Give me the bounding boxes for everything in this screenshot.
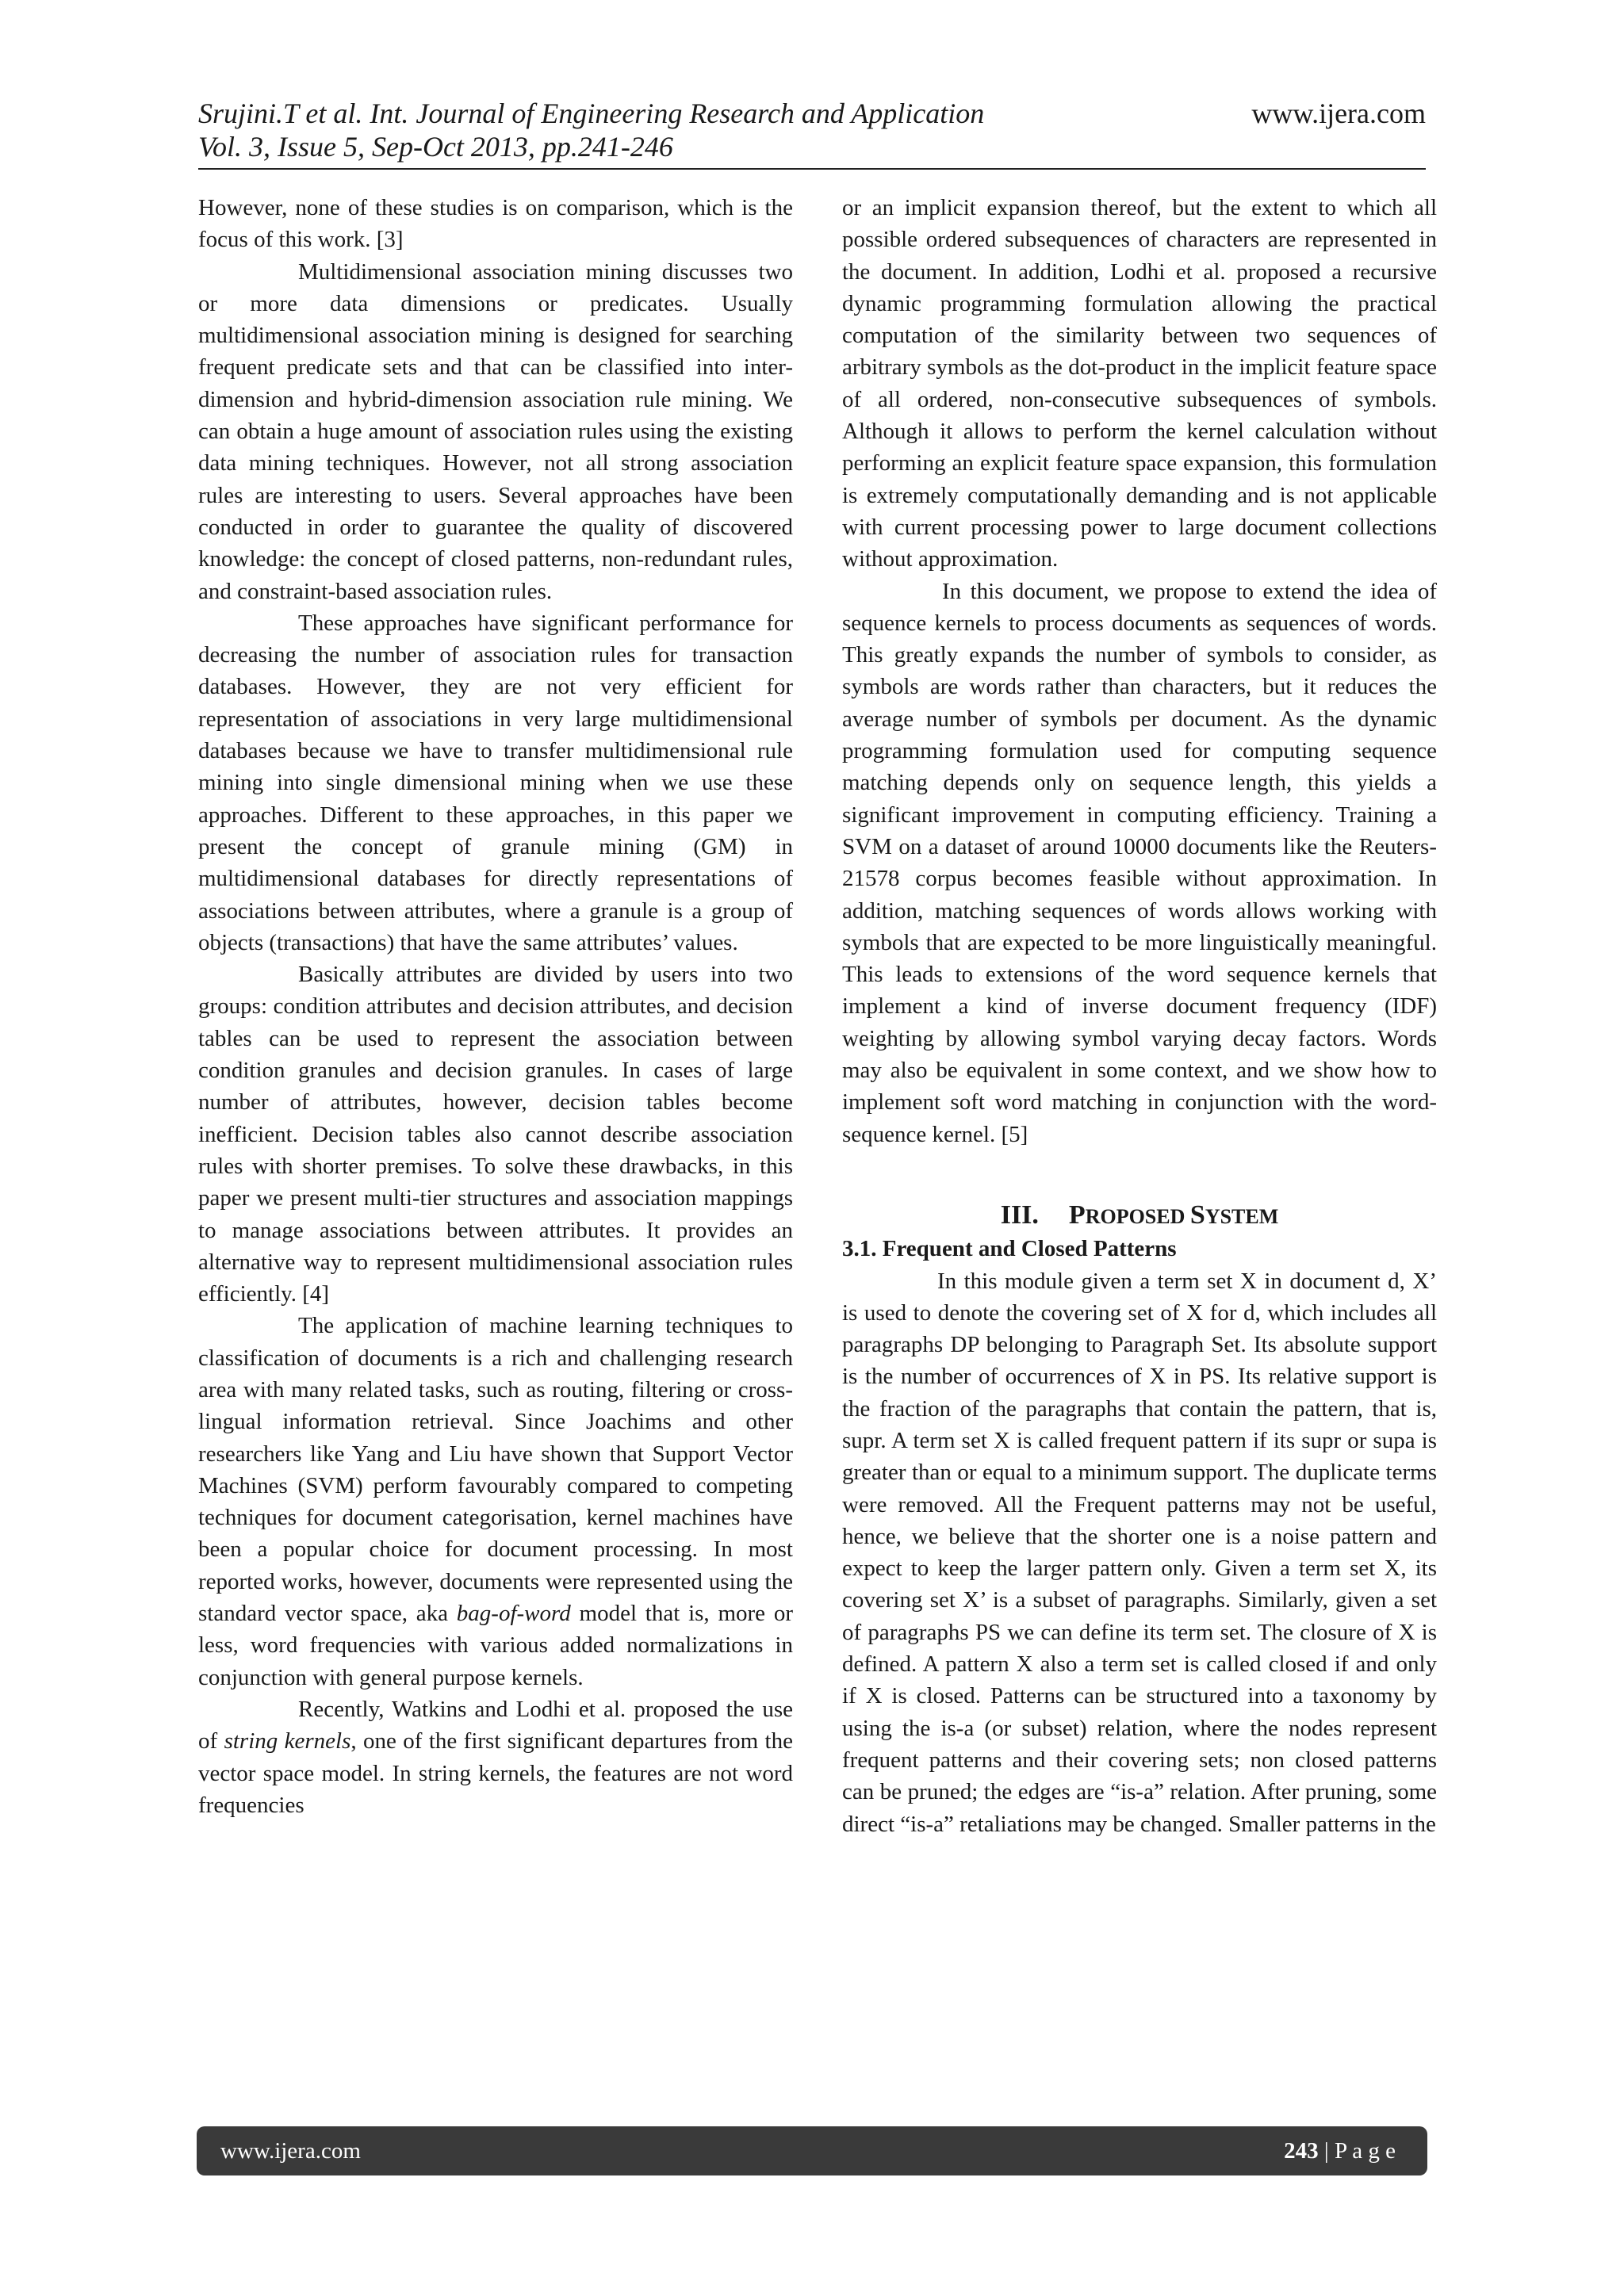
section-title-part: P <box>1068 1200 1086 1230</box>
volume-info: Vol. 3, Issue 5, Sep-Oct 2013, pp.241-246 <box>198 131 673 163</box>
text-run: , one of the first significant departures from the vector space model. In string kernels, the features are not word frequencies <box>198 1728 793 1818</box>
paragraph <box>198 1310 793 1693</box>
right-column <box>842 192 1437 1840</box>
page-number <box>1284 2126 1396 2175</box>
text-run: The application of machine learning techniques to classification of documents is a rich and challenging research area with many related tasks, such as routing, filtering or cross-lingual information retrieval. Since Joachims and other researchers like Yang and Liu have shown that Support Vector Machines (SVM) perform favourably compared to competing techniques for document categorisation, kernel machines have been a popular choice for document processing. In most reported works, however, documents were represented using the standard vector space, aka <box>198 1313 793 1627</box>
section-title-part: S <box>1189 1200 1205 1230</box>
subsection-heading: 3.1. Frequent and Closed Patterns <box>842 1236 1177 1262</box>
journal-citation: Srujini.T et al. Int. Journal of Engineering Research and Application <box>198 98 985 129</box>
section-spacer <box>842 1150 1437 1200</box>
paragraph: or an implicit expansion thereof, but the extent to which all possible ordered subsequences of characters are represented in the document. In addition, Lodhi et al. proposed a recursive dynamic programming formulation allowing the practical computation of the similarity between two sequences of arbitrary symbols as the dot-product in the implicit feature space of all ordered, non-consecutive subsequences of symbols. Although it allows to perform the kernel calculation without performing an explicit feature space expansion, this formulation is extremely computationally demanding and is not applicable with current processing power to large document collections without approximation. <box>842 195 1437 572</box>
paragraph: Multidimensional association mining discusses two or more data dimensions or predicates. Usually multidimensional association mining is designed for searching frequent predicate sets and that can be classified into inter-dimension and hybrid-dimension association rule mining. We can obtain a huge amount of association rules using the existing data mining techniques. However, not all strong association rules are interesting to users. Several approaches have been conducted in order to guarantee the quality of discovered knowledge: the concept of closed patterns, non-redundant rules, and constraint-based association rules. <box>198 258 793 604</box>
paragraph: These approaches have significant performance for decreasing the number of association rules for transaction databases. However, they are not very efficient for representation of associations in very large multidimensional databases because we have to transfer multidimensional rule mining into single dimensional mining when we use these approaches. Different to these approaches, in this paper we present the concept of granule mining (GM) in multidimensional databases for directly representations of associations between attributes, where a granule is a group of objects (transactions) that have the same attributes’ values. <box>198 610 793 955</box>
section-title-part: ROPOSED <box>1085 1204 1190 1228</box>
text-run: Recently, Watkins and Lodhi et al. proposed the use of <box>198 1696 793 1755</box>
header-website: www.ijera.com <box>1251 98 1426 129</box>
paragraph: Basically attributes are divided by users into two groups: condition attributes and decision attributes, and decision tables can be used to represent the association between condition granules and decision granules. In cases of large number of attributes, however, decision tables become inefficient. Decision tables also cannot describe association rules with shorter premises. To solve these drawbacks, in this paper we present multi-tier structures and association mappings to manage associations between attributes. It provides an alternative way to represent multidimensional association rules efficiently. [4] <box>198 962 793 1307</box>
paragraph: In this document, we propose to extend the idea of sequence kernels to process documents as sequences of words. This greatly expands the number of symbols to consider, as symbols are words rather than characters, but it reduces the average number of symbols per document. As the dynamic programming formulation used for computing sequence matching depends only on sequence length, this yields a significant improvement in computing efficiency. Training a SVM on a dataset of around 10000 documents like the Reuters-21578 corpus becomes feasible without approximation. In addition, matching sequences of words allows working with symbols that are expected to be more linguistically meaningful. This leads to extensions of the word sequence kernels that implement a kind of inverse document frequency (IDF) weighting by allowing symbol varying decay factors. Words may also be equivalent in some context, and we show how to implement soft word matching in conjunction with the word-sequence kernel. [5] <box>842 578 1437 1147</box>
paragraph: However, none of these studies is on comparison, which is the focus of this work. [3] <box>198 195 793 253</box>
page-label: | P a g e <box>1318 2138 1396 2164</box>
header-rule <box>198 168 1426 170</box>
running-header <box>198 97 1426 163</box>
left-column <box>198 192 793 1821</box>
italic-term: string kernels <box>224 1728 351 1755</box>
section-heading <box>842 1200 1437 1233</box>
footer-website: www.ijera.com <box>220 2138 361 2164</box>
italic-term: bag-of-word <box>456 1601 571 1627</box>
paragraph <box>198 1693 793 1821</box>
text-run: model that is, more or less, word frequencies with various added normalizations in conjunction with general purpose kernels. <box>198 1601 793 1690</box>
section-title-part: YSTEM <box>1205 1204 1279 1228</box>
page-number-value: 243 <box>1284 2138 1319 2164</box>
section-number: III. <box>1000 1200 1039 1230</box>
page-footer <box>197 2126 1427 2175</box>
paragraph: In this module given a term set X in document d, X’ is used to denote the covering set of X for d, which includes all paragraphs DP belonging to Paragraph Set. Its absolute support is the number of occurrences of X in PS. Its relative support is the fraction of the paragraphs that contain the pattern, that is, supr. A term set X is called frequent pattern if its supr or supa is greater than or equal to a minimum support. The duplicate terms were removed. All the Frequent patterns may not be useful, hence, we believe that the shorter one is a noise pattern and expect to keep the larger pattern only. Given a term set X, its covering set X’ is a subset of paragraphs. Similarly, given a set of paragraphs PS we can define its term set. The closure of X is defined. A pattern X also a term set is called closed if and only if X is closed. Patterns can be structured into a taxonomy by using the is-a (or subset) relation, where the nodes represent frequent patterns and their covering sets; non closed patterns can be pruned; the edges are “is-a” relation. After pruning, some direct “is-a” retaliations may be changed. Smaller patterns in the <box>842 1268 1437 1837</box>
